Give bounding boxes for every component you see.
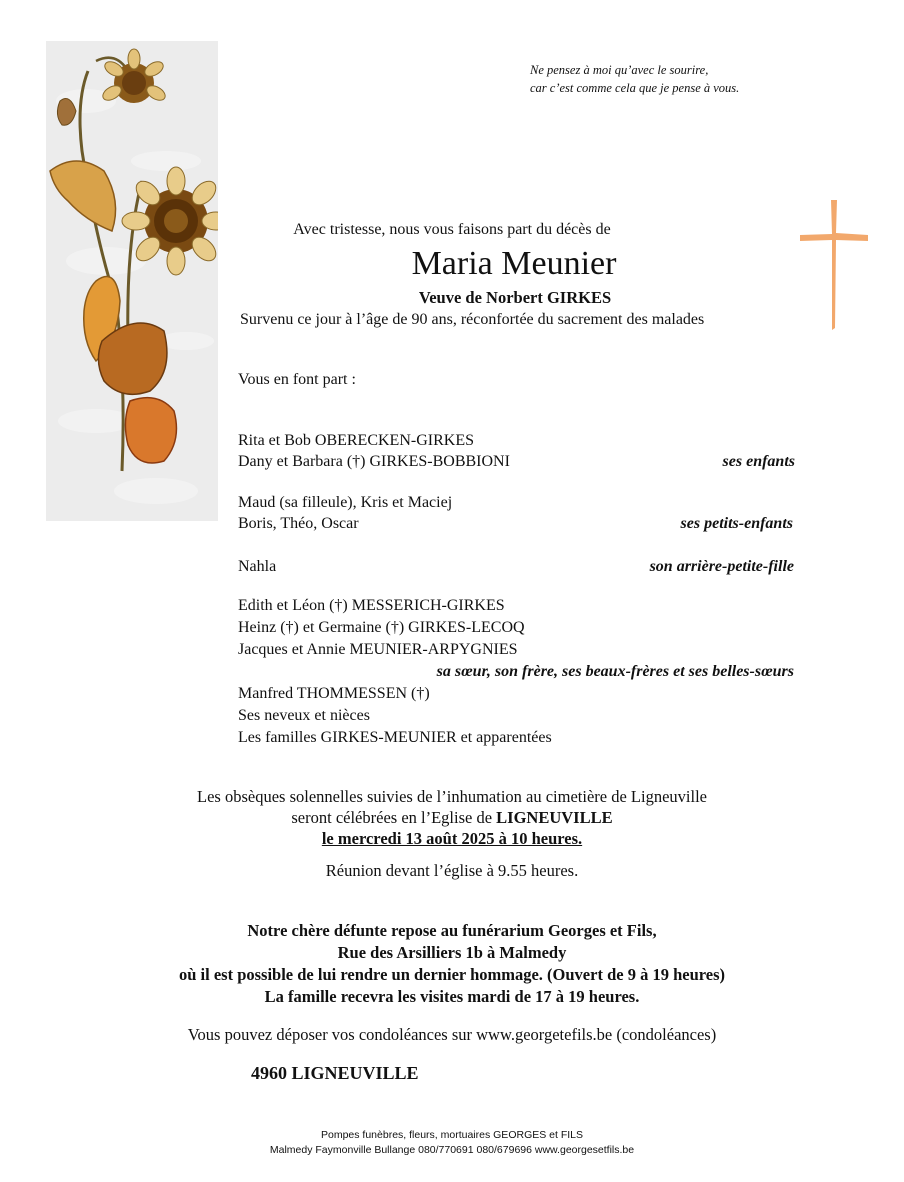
announcement-intro: Avec tristesse, nous vous faisons part du décès de xyxy=(293,221,611,238)
other-relative: Ses neveux et nièces xyxy=(238,707,370,724)
grandchildren-name: Boris, Théo, Oscar xyxy=(238,515,359,532)
widow-of: Veuve de Norbert GIRKES xyxy=(418,288,612,307)
meeting-time: Réunion devant l’église à 9.55 heures. xyxy=(325,861,579,880)
visitation-details xyxy=(0,920,904,1008)
funeral-place: LIGNEUVILLE xyxy=(496,808,613,827)
funeral-details xyxy=(0,786,904,849)
visitation-line-2: Rue des Arsilliers 1b à Malmedy xyxy=(337,943,567,962)
great-grandchild-relation: son arrière-petite-fille xyxy=(649,558,794,575)
footer xyxy=(0,1128,904,1158)
funeral-line-2 xyxy=(0,807,904,828)
funeral-line-2-prefix: seront célébrées en l’Eglise de xyxy=(291,808,497,827)
sibling-name: Heinz (†) et Germaine (†) GIRKES-LECOQ xyxy=(238,619,525,636)
sibling-name: Edith et Léon (†) MESSERICH-GIRKES xyxy=(238,597,505,614)
footer-line-2: Malmedy Faymonville Bullange 080/770691 080/679696 www.georgesetfils.be xyxy=(269,1144,635,1156)
sibling-name: Jacques et Annie MEUNIER-ARPYGNIES xyxy=(238,641,518,658)
funeral-date: le mercredi 13 août 2025 à 10 heures. xyxy=(321,829,583,848)
grandchildren-relation: ses petits-enfants xyxy=(680,515,793,532)
quote-line-2: car c’est comme cela que je pense à vous. xyxy=(530,81,740,95)
quote xyxy=(530,61,739,97)
siblings-relation: sa sœur, son frère, ses beaux-frères et ses belles-sœurs xyxy=(436,663,794,680)
condolences-text: Vous pouvez déposer vos condoléances sur www.georgetefils.be (condoléances) xyxy=(187,1025,717,1044)
quote-line-1: Ne pensez à moi qu’avec le sourire, xyxy=(530,63,709,77)
children-name: Dany et Barbara (†) GIRKES-BOBBIONI xyxy=(238,453,510,470)
great-grandchild-name: Nahla xyxy=(238,558,277,575)
footer-line-1: Pompes funèbres, fleurs, mortuaires GEORGES et FILS xyxy=(320,1129,584,1141)
other-relative: Les familles GIRKES-MEUNIER et apparentées xyxy=(238,729,552,746)
visitation-line-4: La famille recevra les visites mardi de 17 à 19 heures. xyxy=(264,987,640,1006)
deceased-name: Maria Meunier xyxy=(411,245,617,282)
other-relative: Manfred THOMMESSEN (†) xyxy=(238,685,430,702)
postcode: 4960 LIGNEUVILLE xyxy=(251,1063,419,1083)
family-intro: Vous en font part : xyxy=(238,371,356,388)
visitation-line-1: Notre chère défunte repose au funérarium Georges et Fils, xyxy=(247,921,657,940)
children-name: Rita et Bob OBERECKEN-GIRKES xyxy=(238,432,474,449)
children-relation: ses enfants xyxy=(722,453,795,470)
funeral-line-1: Les obsèques solennelles suivies de l’inhumation au cimetière de Ligneuville xyxy=(197,787,707,806)
visitation-line-3: où il est possible de lui rendre un dernier hommage. (Ouvert de 9 à 19 heures) xyxy=(178,965,726,984)
grandchildren-name: Maud (sa filleule), Kris et Maciej xyxy=(238,494,453,511)
passed-away-text: Survenu ce jour à l’âge de 90 ans, réconfortée du sacrement des malades xyxy=(240,311,705,328)
